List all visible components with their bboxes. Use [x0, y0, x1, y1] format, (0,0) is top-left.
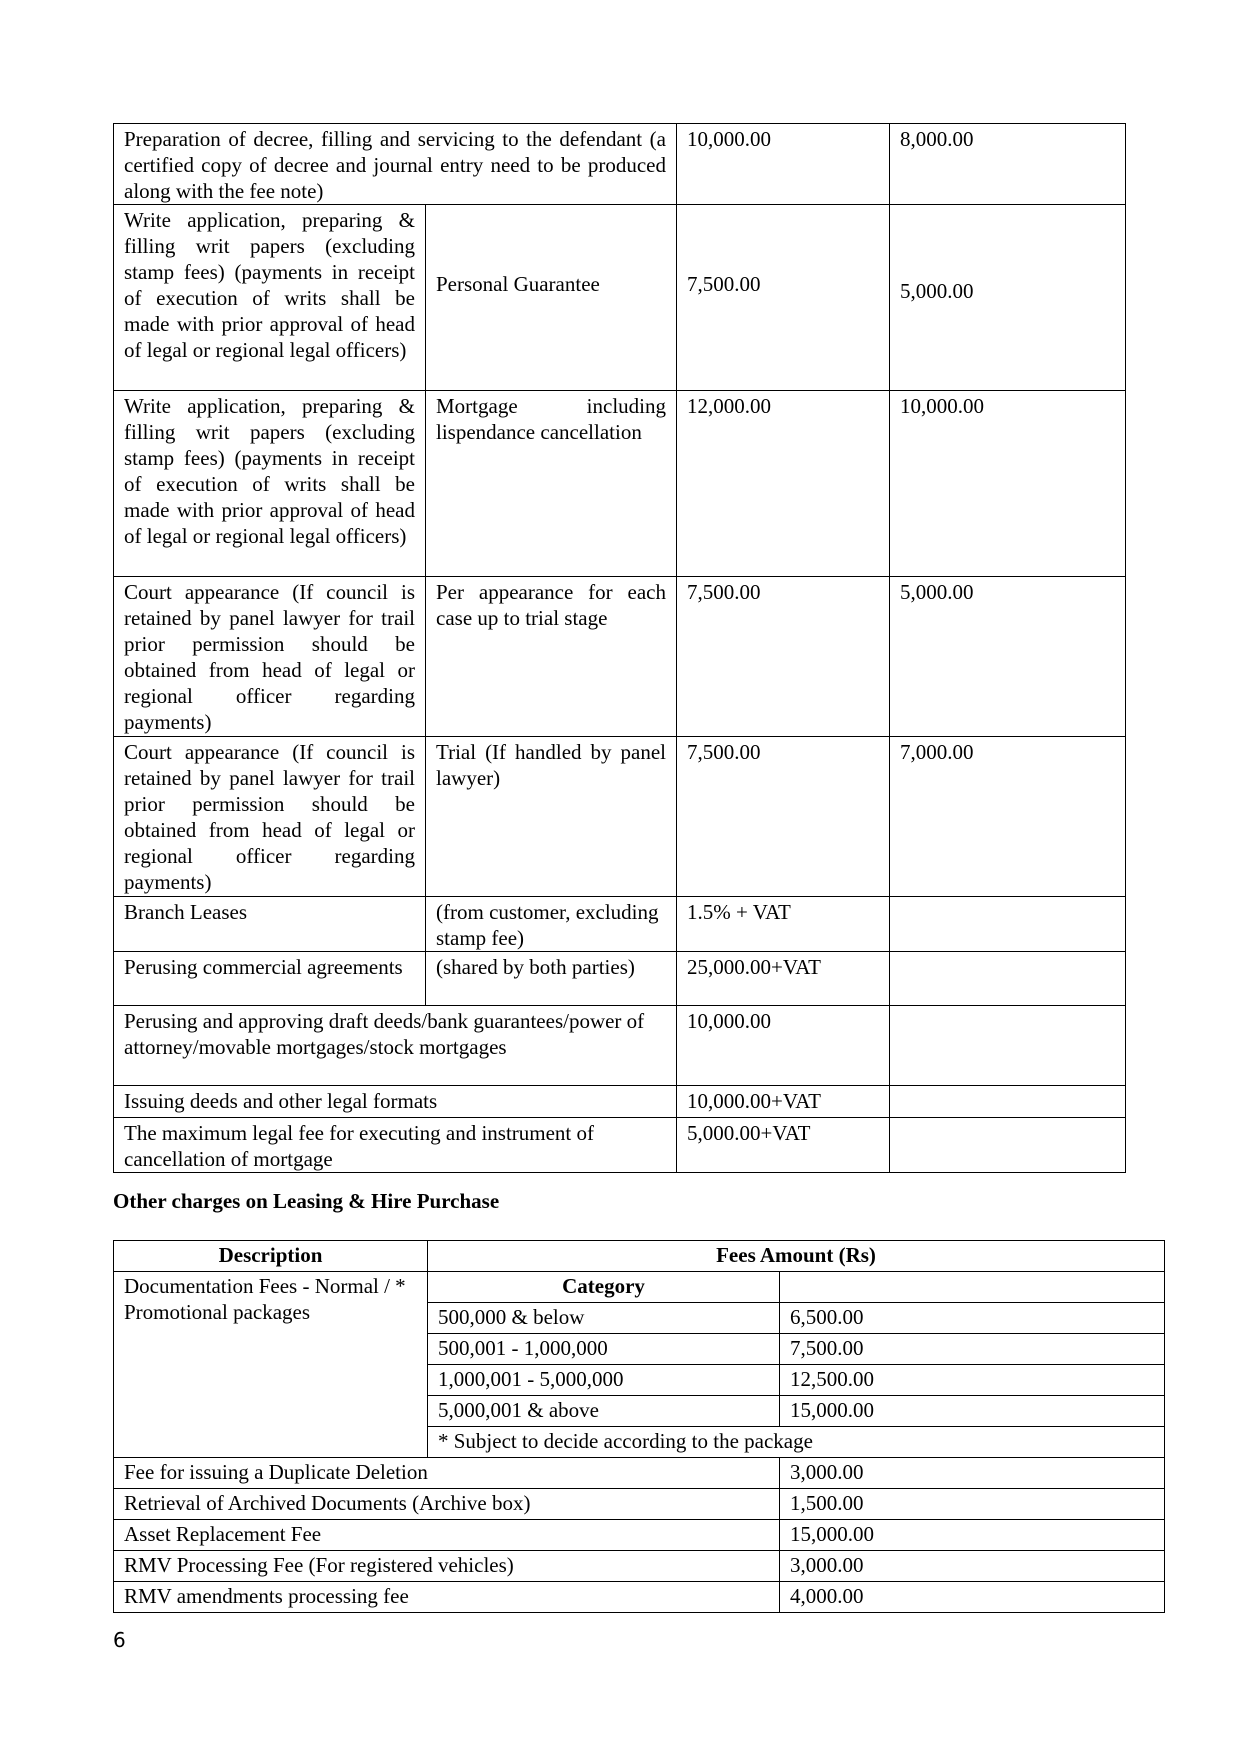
table-header-row [114, 1241, 1165, 1272]
header-description: Description [114, 1241, 428, 1272]
row-category: Per appearance for each case up to trial stage [426, 577, 677, 737]
table-row [114, 1006, 1126, 1086]
row-description: Court appearance (If council is retained by panel lawyer for trail prior permission should be obtained from head of legal or regional officer regarding payments) [114, 737, 426, 897]
category-range: 500,001 - 1,000,000 [428, 1334, 780, 1365]
table-row [114, 1086, 1126, 1118]
table-row [114, 1520, 1165, 1551]
table-row [114, 1272, 1165, 1303]
other-description: Asset Replacement Fee [114, 1520, 780, 1551]
other-description: Retrieval of Archived Documents (Archive box) [114, 1489, 780, 1520]
row-fee [890, 1118, 1126, 1173]
category-range: 5,000,001 & above [428, 1396, 780, 1427]
category-header: Category [428, 1272, 780, 1303]
row-fee: 1.5% + VAT [677, 897, 890, 952]
row-fee [890, 952, 1126, 1006]
row-fee: 12,000.00 [677, 391, 890, 577]
other-description: RMV amendments processing fee [114, 1582, 780, 1613]
section-heading: Other charges on Leasing & Hire Purchase [113, 1189, 500, 1213]
other-amount: 4,000.00 [780, 1582, 1165, 1613]
category-amount: 12,500.00 [780, 1365, 1165, 1396]
row-fee: 10,000.00+VAT [677, 1086, 890, 1118]
table-row [114, 1489, 1165, 1520]
page-number: 6 [113, 1628, 126, 1652]
row-fee: 7,500.00 [677, 737, 890, 897]
legal-fees-table [113, 123, 1126, 1173]
row-category: (shared by both parties) [426, 952, 677, 1006]
row-fee [890, 1006, 1126, 1086]
category-amount: 6,500.00 [780, 1303, 1165, 1334]
row-description: Write application, preparing & filling writ papers (excluding stamp fees) (payments in receipt of execution of writs shall be made with prior approval of head of legal or regional legal officers) [114, 205, 426, 391]
row-fee: 10,000.00 [677, 124, 890, 205]
other-amount: 3,000.00 [780, 1551, 1165, 1582]
leasing-charges-table [113, 1240, 1165, 1613]
table-row [114, 952, 1126, 1006]
row-description: Perusing and approving draft deeds/bank guarantees/power of attorney/movable mortgages/stock mortgages [114, 1006, 677, 1086]
doc-fees-label: Documentation Fees - Normal / * Promotional packages [114, 1272, 428, 1458]
table-row [114, 205, 1126, 391]
other-description: Fee for issuing a Duplicate Deletion [114, 1458, 780, 1489]
row-fee: 10,000.00 [890, 391, 1126, 577]
row-category: Mortgage including lispendance cancellation [426, 391, 677, 577]
row-category: (from customer, excluding stamp fee) [426, 897, 677, 952]
row-fee: 7,500.00 [677, 577, 890, 737]
row-description: Branch Leases [114, 897, 426, 952]
table-row [114, 737, 1126, 897]
row-description: The maximum legal fee for executing and instrument of cancellation of mortgage [114, 1118, 677, 1173]
row-fee: 8,000.00 [890, 124, 1126, 205]
row-fee: 7,000.00 [890, 737, 1126, 897]
row-fee: 25,000.00+VAT [677, 952, 890, 1006]
table-row [114, 1458, 1165, 1489]
category-range: 500,000 & below [428, 1303, 780, 1334]
row-fee: 5,000.00+VAT [677, 1118, 890, 1173]
row-description: Perusing commercial agreements [114, 952, 426, 1006]
package-note: * Subject to decide according to the package [428, 1427, 1165, 1458]
row-fee [890, 897, 1126, 952]
table-row [114, 391, 1126, 577]
row-description: Court appearance (If council is retained by panel lawyer for trail prior permission should be obtained from head of legal or regional officer regarding payments) [114, 577, 426, 737]
row-fee: 5,000.00 [890, 577, 1126, 737]
table-row [114, 124, 1126, 205]
row-category: Personal Guarantee [426, 205, 677, 391]
category-amount: 15,000.00 [780, 1396, 1165, 1427]
other-amount: 15,000.00 [780, 1520, 1165, 1551]
header-fees-amount: Fees Amount (Rs) [428, 1241, 1165, 1272]
table-row [114, 1582, 1165, 1613]
table-row [114, 897, 1126, 952]
other-description: RMV Processing Fee (For registered vehicles) [114, 1551, 780, 1582]
row-fee: 5,000.00 [890, 205, 1126, 391]
category-range: 1,000,001 - 5,000,000 [428, 1365, 780, 1396]
table-row [114, 577, 1126, 737]
other-amount: 1,500.00 [780, 1489, 1165, 1520]
row-description: Issuing deeds and other legal formats [114, 1086, 677, 1118]
category-amount: 7,500.00 [780, 1334, 1165, 1365]
row-category: Trial (If handled by panel lawyer) [426, 737, 677, 897]
row-description: Preparation of decree, filling and servicing to the defendant (a certified copy of decree and journal entry need to be produced along with the fee note) [114, 124, 677, 205]
other-amount: 3,000.00 [780, 1458, 1165, 1489]
row-fee: 7,500.00 [677, 205, 890, 391]
category-header-blank [780, 1272, 1165, 1303]
row-description: Write application, preparing & filling writ papers (excluding stamp fees) (payments in receipt of execution of writs shall be made with prior approval of head of legal or regional legal officers) [114, 391, 426, 577]
table-row [114, 1551, 1165, 1582]
row-fee [890, 1086, 1126, 1118]
row-fee: 10,000.00 [677, 1006, 890, 1086]
table-row [114, 1118, 1126, 1173]
